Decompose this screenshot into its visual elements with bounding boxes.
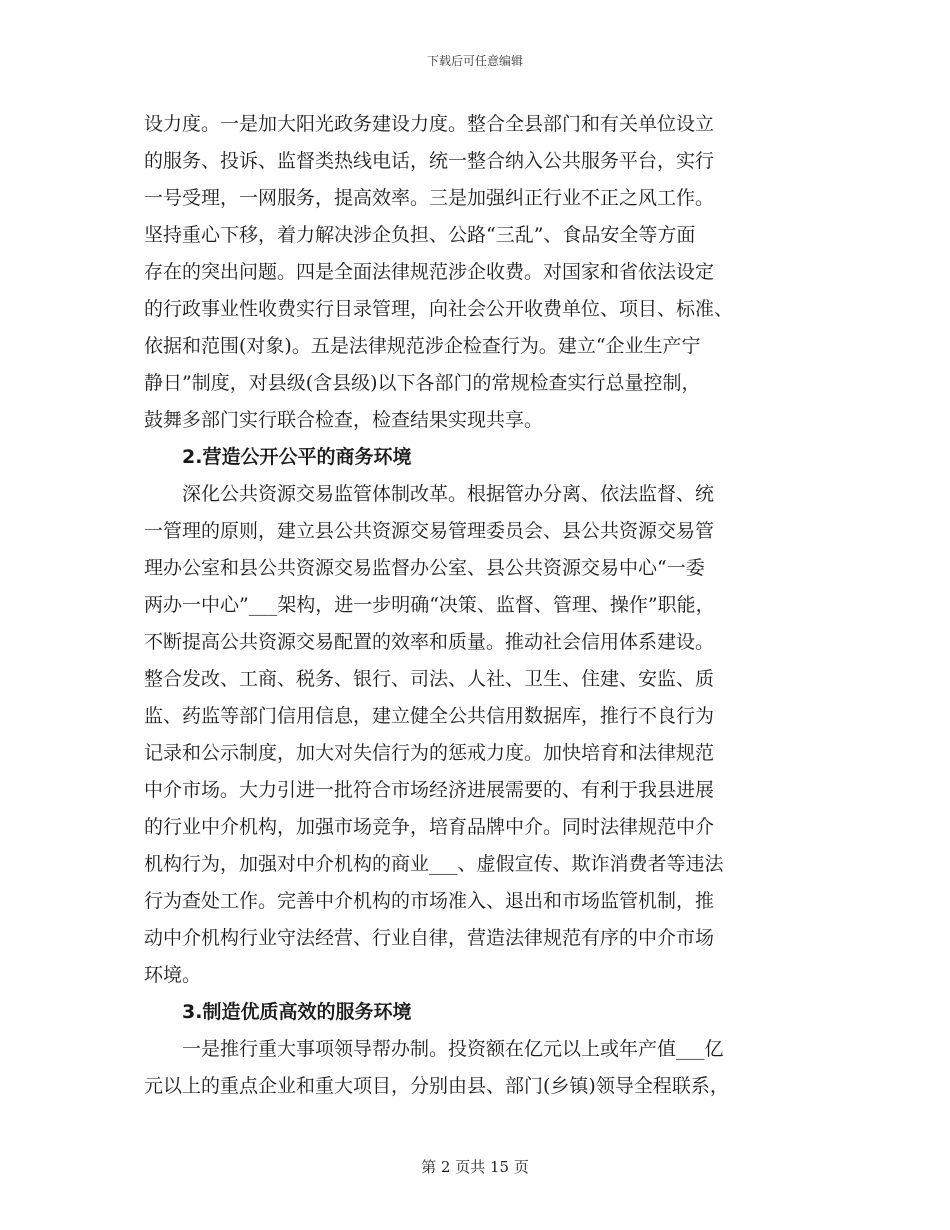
paragraph-line: 鼓舞多部门实行联合检查，检查结果实现共享。: [144, 409, 544, 431]
paragraph-line: 的行政事业性收费实行目录管理，向社会公开收费单位、项目、标准、: [144, 298, 734, 320]
paragraph-line: 中介市场。大力引进一批符合市场经济进展需要的、有利于我县进展: [144, 779, 715, 801]
paragraph-line: 环境。: [144, 964, 202, 986]
section-heading: 2.营造公开公平的商务环境: [182, 446, 412, 468]
paragraph-line: 一管理的原则，建立县公共资源交易管理委员会、县公共资源交易管: [144, 520, 715, 542]
paragraph-line: 行为查处工作。完善中介机构的市场准入、退出和市场监管机制，推: [144, 890, 715, 912]
paragraph-line: 记录和公示制度，加大对失信行为的惩戒力度。加快培育和法律规范: [144, 742, 715, 764]
paragraph-line: 深化公共资源交易监管体制改革。根据管办分离、依法监督、统: [182, 483, 715, 505]
paragraph-line: 存在的突出问题。四是全面法律规范涉企收费。对国家和省依法设定: [144, 261, 715, 283]
paragraph-line: 一号受理，一网服务，提高效率。三是加强纠正行业不正之风工作。: [144, 187, 715, 209]
paragraph-line: 理办公室和县公共资源交易监督办公室、县公共资源交易中心“一委: [144, 557, 705, 579]
page-footer: 第 2 页共 15 页: [421, 1158, 529, 1176]
paragraph-line: 机构行为，加强对中介机构的商业___、虚假宣传、欺诈消费者等违法: [144, 853, 724, 875]
paragraph-line: 元以上的重点企业和重大项目，分别由县、部门(乡镇)领导全程联系，: [144, 1075, 729, 1097]
paragraph-line: 静日”制度，对县级(含县级)以下各部门的常规检查实行总量控制，: [144, 372, 701, 394]
paragraph-line: 设力度。一是加大阳光政务建设力度。整合全县部门和有关单位设立: [144, 113, 715, 135]
paragraph-line: 依据和范围(对象)。五是法律规范涉企检查行为。建立“企业生产宁: [144, 335, 701, 357]
document-body: [144, 106, 816, 1105]
paragraph-line: 动中介机构行业守法经营、行业自律，营造法律规范有序的中介市场: [144, 927, 715, 949]
paragraph-line: 坚持重心下移，着力解决涉企负担、公路“三乱”、食品安全等方面: [144, 224, 696, 246]
paragraph-line: 两办一中心”___架构，进一步明确“决策、监督、管理、操作”职能，: [144, 594, 715, 616]
page-header: 下载后可任意编辑: [426, 54, 523, 68]
paragraph-line: 一是推行重大事项领导帮办制。投资额在亿元以上或年产值___亿: [182, 1038, 724, 1060]
paragraph-line: 不断提高公共资源交易配置的效率和质量。推动社会信用体系建设。: [144, 631, 715, 653]
paragraph-line: 的行业中介机构，加强市场竞争，培育品牌中介。同时法律规范中介: [144, 816, 715, 838]
section-heading: 3.制造优质高效的服务环境: [182, 1001, 412, 1023]
paragraph-line: 整合发改、工商、税务、银行、司法、人社、卫生、住建、安监、质: [144, 668, 715, 690]
paragraph-line: 监、药监等部门信用信息，建立健全公共信用数据库，推行不良行为: [144, 705, 715, 727]
paragraph-line: 的服务、投诉、监督类热线电话，统一整合纳入公共服务平台，实行: [144, 150, 715, 172]
